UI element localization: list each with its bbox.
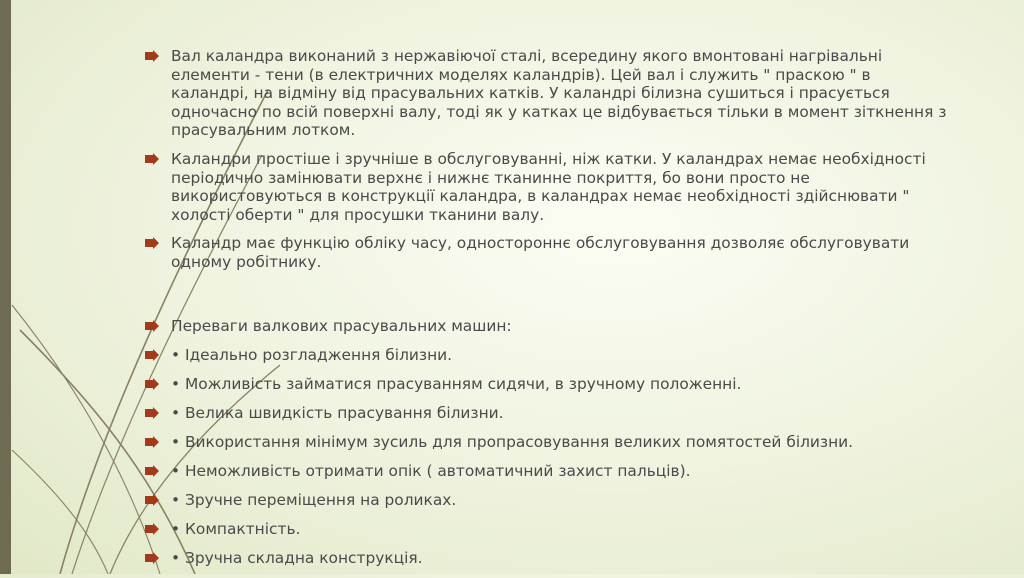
list-item — [145, 433, 950, 451]
list-item — [145, 549, 950, 567]
list-item — [145, 404, 950, 422]
paragraph-text: Каландр має функцію обліку часу, одностороннє обслуговування дозволяє обслуговувати одному робітнику. — [171, 234, 910, 271]
advantage-text: • Компактність. — [171, 519, 301, 538]
list-item — [145, 317, 950, 335]
paragraph-text: Каландри простіше і зручніше в обслуговуванні, ніж катки. У каландрах немає необхідності періодично замінювати верхнє і нижнє тканинне покриття, бо вони просто не використовуються в конструкції каландра, в каландрах немає необхідності здійснювати " холості оберти " для просушки тканини валу. — [171, 149, 926, 224]
advantage-text: • Використання мінімум зусиль для пропрасовування великих помятостей білизни. — [171, 432, 854, 451]
list-item — [145, 47, 950, 140]
arrow-bullet-icon — [145, 50, 159, 62]
arrow-bullet-icon — [145, 407, 159, 419]
paragraph-text: Вал каландра виконаний з нержавіючої сталі, всередину якого вмонтовані нагрівальні елементи - тени (в електричних моделях каландрів). Цей вал і служить " праскою " в каландрі, на відміну від прасувальних катків. У каландрі білизна сушиться і прасується одночасно по всій поверхні валу, тоді як у катках це відбувається тільки в момент зіткнення з прасувальним лотком. — [171, 47, 947, 140]
advantage-text: • Можливість займатися прасуванням сидячи, в зручному положенні. — [171, 374, 742, 393]
advantage-text: • Зручне переміщення на роликах. — [171, 490, 457, 509]
list-item — [145, 375, 950, 393]
arrow-bullet-icon — [145, 465, 159, 477]
arrow-bullet-icon — [145, 349, 159, 361]
arrow-bullet-icon — [145, 237, 159, 249]
advantage-text: • Зручна складна конструкція. — [171, 548, 423, 567]
advantages-list — [145, 317, 950, 567]
list-item — [145, 520, 950, 538]
list-item — [145, 491, 950, 509]
arrow-bullet-icon — [145, 436, 159, 448]
advantage-text: • Неможливість отримати опік ( автоматичний захист пальців). — [171, 461, 691, 480]
list-item — [145, 234, 950, 271]
arrow-bullet-icon — [145, 378, 159, 390]
arrow-bullet-icon — [145, 320, 159, 332]
advantages-heading: Переваги валкових прасувальних машин: — [171, 316, 512, 335]
paragraph-list — [145, 47, 950, 272]
list-item — [145, 346, 950, 364]
advantage-text: • Ідеально розгладження білизни. — [171, 345, 453, 364]
advantage-text: • Велика швидкість прасування білизни. — [171, 403, 504, 422]
list-item — [145, 150, 950, 224]
arrow-bullet-icon — [145, 494, 159, 506]
arrow-bullet-icon — [145, 552, 159, 564]
slide-content — [145, 47, 950, 578]
arrow-bullet-icon — [145, 523, 159, 535]
list-item — [145, 462, 950, 480]
arrow-bullet-icon — [145, 153, 159, 165]
